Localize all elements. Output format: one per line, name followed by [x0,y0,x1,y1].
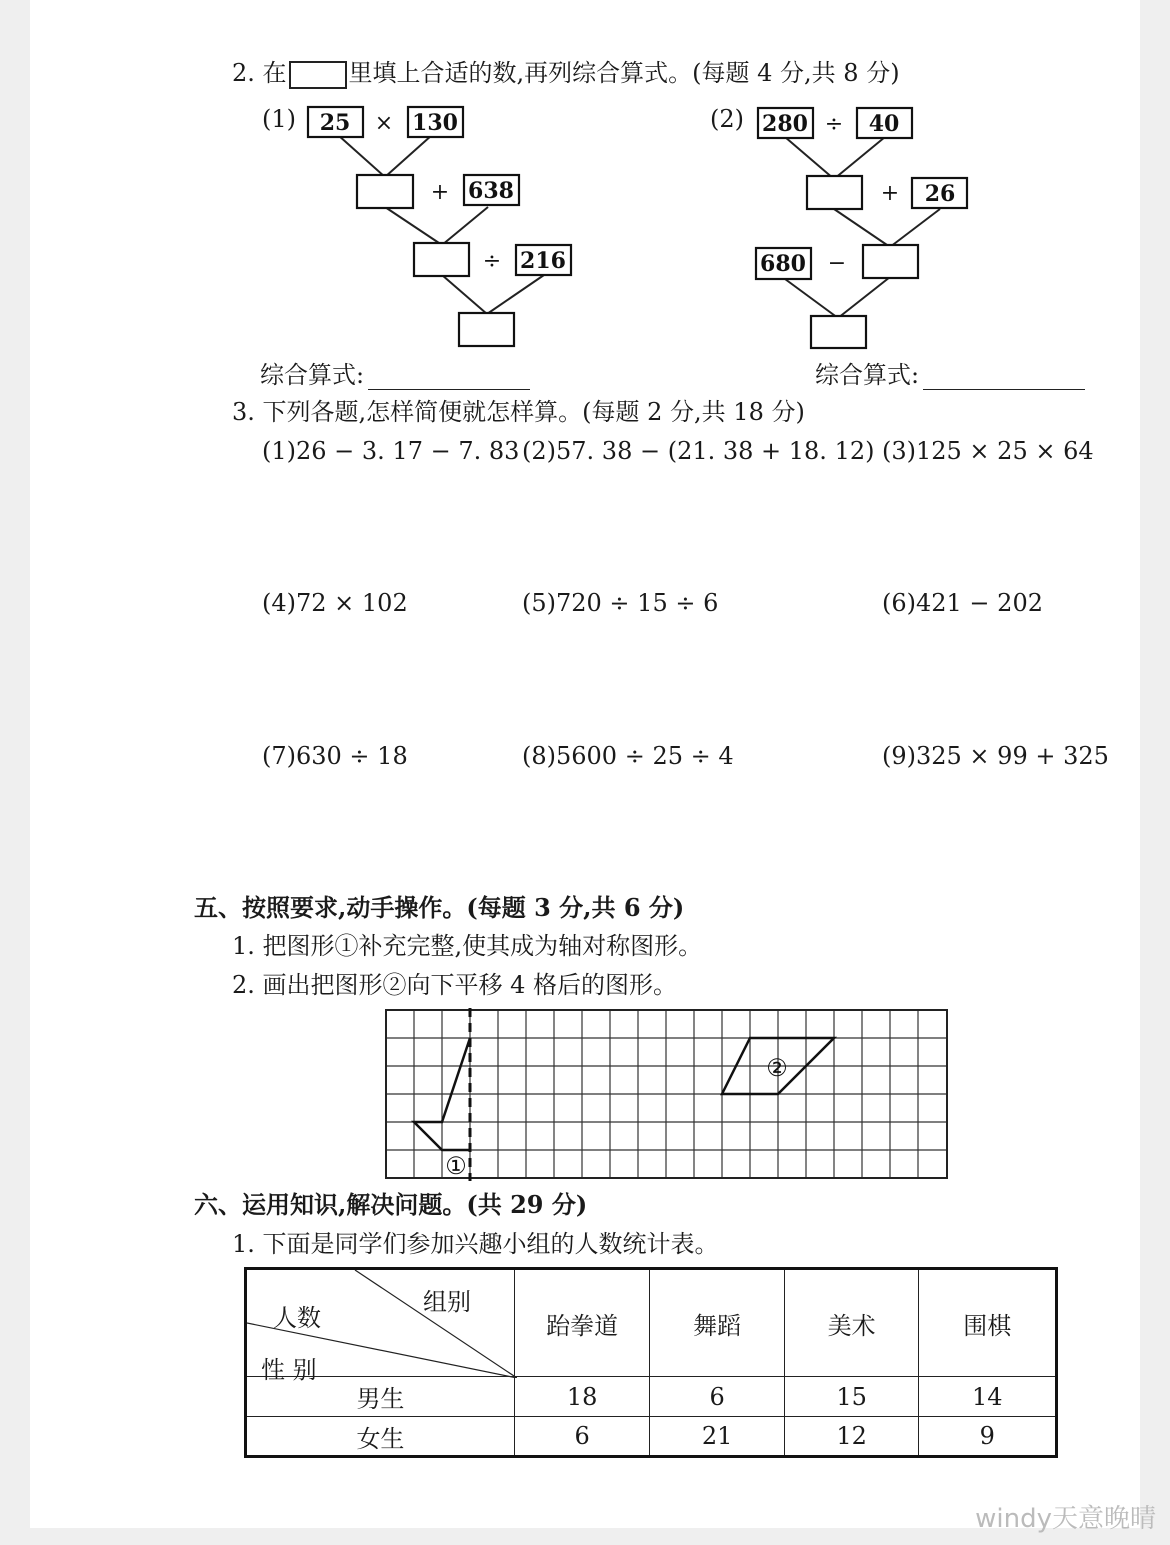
q3-item-6: (6)421 − 202 [882,589,1043,617]
op-top: × [374,111,394,136]
q3-item-3: (3)125 × 25 × 64 [882,437,1094,465]
op-mid: + [430,180,450,205]
connector [838,277,890,318]
q2-part2-label: (2) [710,105,744,133]
num-top-right: 130 [412,110,458,136]
op-low: ÷ [482,249,502,274]
stats-table [244,1267,1058,1458]
formula-answer-line[interactable] [923,363,1085,390]
connector [385,207,442,245]
q2-part2-formula [815,360,1085,390]
q3-title: 3. 下列各题,怎样简便就怎样算。(每题 2 分,共 18 分) [232,398,805,426]
q3-item-9: (9)325 × 99 + 325 [882,742,1109,770]
corner-group-label: 组别 [423,1288,471,1316]
table-corner-cell [246,1269,515,1384]
connector [785,279,838,318]
answer-box-1 [357,175,413,208]
q3-item-8: (8)5600 ÷ 25 ÷ 4 [522,742,734,770]
num-low-right: 216 [520,248,566,274]
q2-part1-label: (1) [262,105,296,133]
q3-item-4: (4)72 × 102 [262,589,408,617]
connector [385,135,432,177]
op-top: ÷ [824,112,844,137]
column-header: 跆拳道 [514,1269,650,1377]
num-mid-right: 26 [924,181,956,207]
table-cell: 6 [514,1417,650,1457]
row-label: 女生 [246,1417,515,1457]
column-header: 围棋 [919,1269,1057,1377]
q3-item-1: (1)26 − 3. 17 − 7. 83 [262,437,520,465]
table-row [246,1417,1057,1457]
connector [442,207,488,245]
table-cell: 6 [650,1377,785,1417]
answer-box-3 [459,313,514,346]
row-label: 男生 [246,1377,515,1417]
q2-title-suffix: 里填上合适的数,再列综合算式。(每题 4 分,共 8 分) [348,59,900,87]
num-mid-right: 638 [468,178,514,204]
corner-count-label: 人数 [273,1304,321,1332]
section5-item-1: 1. 把图形①补充完整,使其成为轴对称图形。 [232,932,703,960]
connector [487,275,544,314]
op-low: − [827,251,847,276]
q3-item-2: (2)57. 38 − (21. 38 + 18. 12) [522,437,875,465]
shape-2-label: ② [766,1054,788,1082]
answer-box-3 [811,316,866,348]
table-cell: 9 [919,1417,1057,1457]
answer-box-2 [414,243,469,276]
column-header: 舞蹈 [650,1269,785,1377]
q2-title-blank-box [289,61,347,89]
q2-title [232,58,900,89]
table-cell: 12 [784,1417,919,1457]
formula-label: 综合算式: [815,361,920,389]
num-low-left: 680 [760,251,806,277]
formula-label: 综合算式: [260,361,365,389]
table-cell: 14 [919,1377,1057,1417]
num-top-right: 40 [868,111,900,137]
drawing-grid[interactable] [384,1008,950,1181]
formula-answer-line[interactable] [368,363,530,390]
table-header-row [246,1269,1057,1377]
q2-title-prefix: 2. 在 [232,59,287,87]
num-top-left: 280 [762,111,808,137]
connector [442,275,487,314]
connector [890,209,940,247]
connector [834,137,885,179]
q2-part1-diagram [300,100,590,355]
connector [338,135,385,177]
table-cell: 18 [514,1377,650,1417]
section6-title: 六、运用知识,解决问题。(共 29 分) [194,1190,588,1219]
table-row [246,1377,1057,1417]
q2-part2-diagram [750,100,1000,355]
q2-part1-formula [260,360,530,390]
table-cell: 21 [650,1417,785,1457]
answer-box-1 [807,176,862,209]
answer-box-2 [863,245,918,278]
connector [785,137,834,179]
num-top-left: 25 [319,110,351,136]
shape-1-label: ① [445,1152,467,1180]
connector [834,209,890,247]
watermark: windy天意晚晴 [975,1504,1156,1534]
corner-gender-label: 性 别 [261,1356,317,1384]
q3-item-7: (7)630 ÷ 18 [262,742,408,770]
section5-item-2: 2. 画出把图形②向下平移 4 格后的图形。 [232,971,678,999]
table-cell: 15 [784,1377,919,1417]
section5-title: 五、按照要求,动手操作。(每题 3 分,共 6 分) [194,893,685,922]
section6-item-1: 1. 下面是同学们参加兴趣小组的人数统计表。 [232,1230,719,1258]
column-header: 美术 [784,1269,919,1377]
q3-item-5: (5)720 ÷ 15 ÷ 6 [522,589,719,617]
op-mid: + [880,181,900,206]
